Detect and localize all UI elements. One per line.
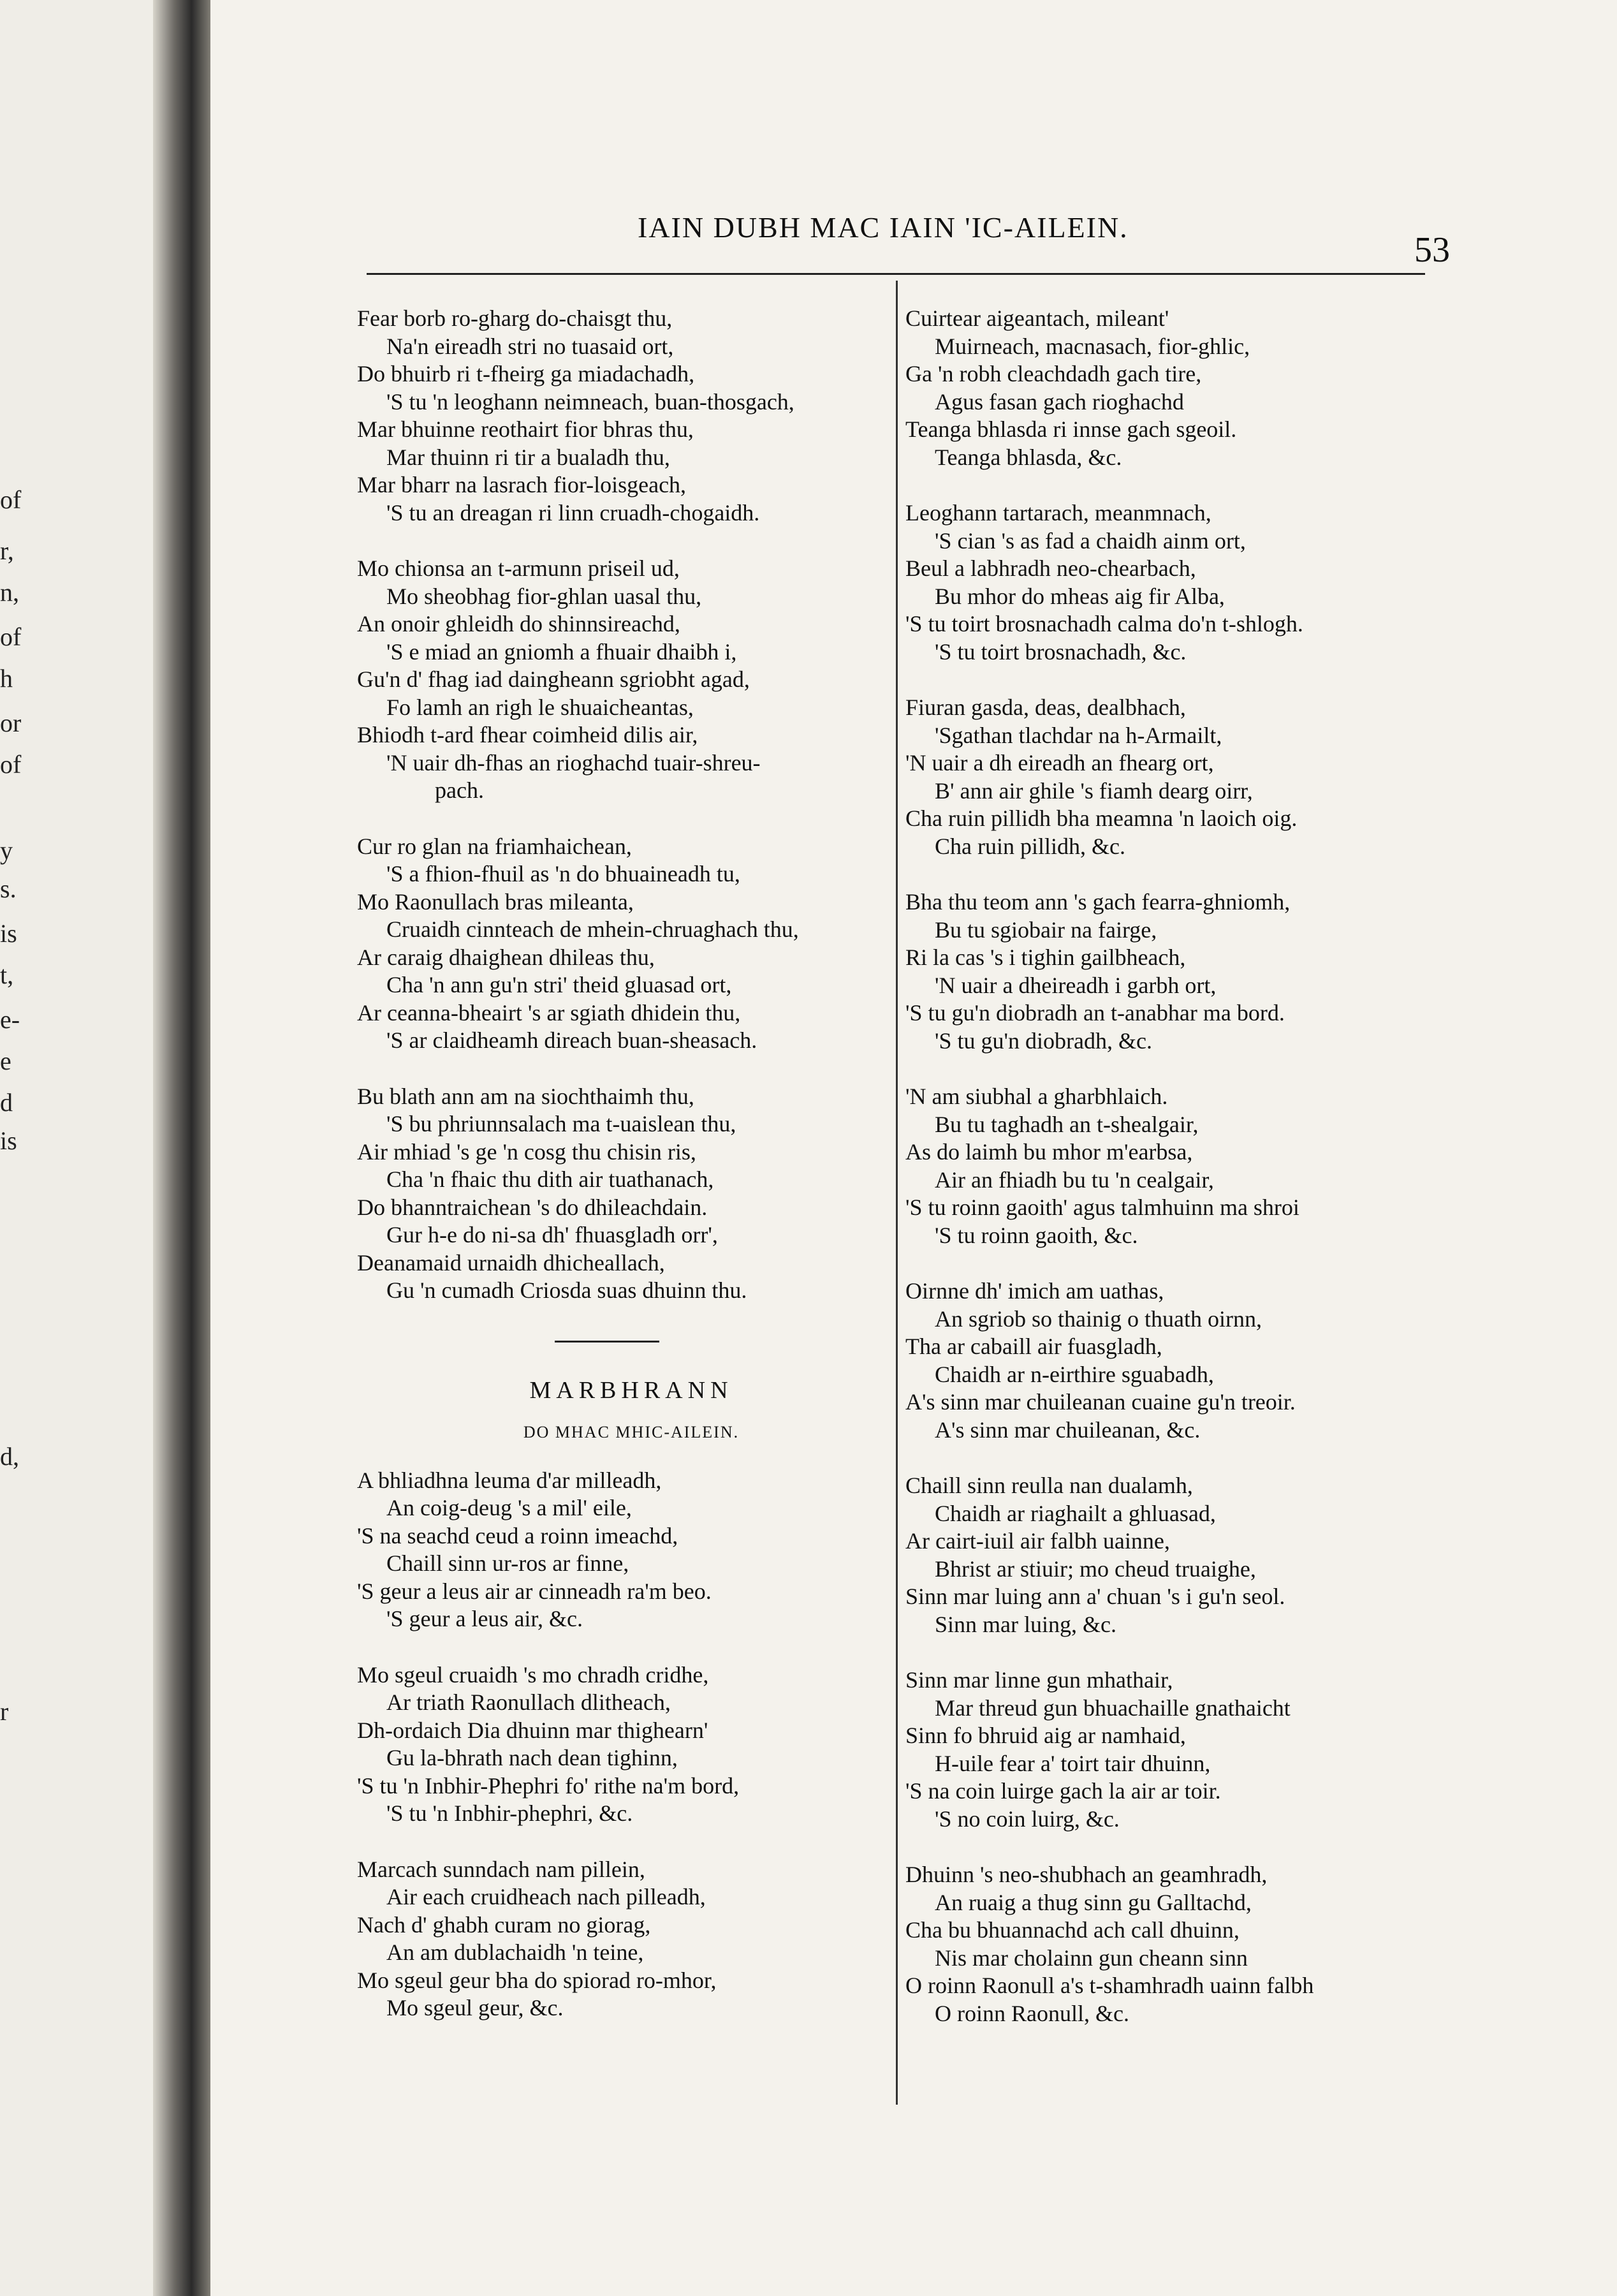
verse-line: 'S a fhion-fhuil as 'n do bhuaineadh tu, <box>386 861 740 887</box>
stanza <box>905 1667 1454 1833</box>
verse-line: 'S na seachd ceud a roinn imeachd, <box>357 1522 678 1549</box>
verse-line: Mo sgeul cruaidh 's mo chradh cridhe, <box>357 1661 709 1688</box>
verse-line: Mo chionsa an t-armunn priseil ud, <box>357 556 680 581</box>
poem-title: MARBHRANN <box>529 1376 733 1404</box>
stanza <box>357 833 905 1055</box>
verse-line: Fiuran gasda, deas, dealbhach, <box>905 695 1186 720</box>
verse-line: Ri la cas 's i tighin gailbheach, <box>905 945 1186 970</box>
verse-line: 'Sgathan tlachdar na h-Armailt, <box>935 722 1222 748</box>
previous-page-fragment: is <box>0 919 17 948</box>
verse-line: An am dublachaidh 'n teine, <box>386 1939 644 1965</box>
verse-line: Sinn mar luing ann a' chuan 's i gu'n seol. <box>905 1584 1285 1609</box>
previous-page-fragment: s. <box>0 874 17 903</box>
verse-line: A's sinn mar chuileanan, &c. <box>935 1417 1201 1443</box>
verse-line: Tha ar cabaill air fuasgladh, <box>905 1334 1162 1359</box>
previous-page-fragment: d <box>0 1088 13 1117</box>
left-column <box>357 305 905 2050</box>
previous-page-fragment: of <box>0 622 22 651</box>
stanza <box>905 888 1454 1055</box>
verse-line: Nach d' ghabh curam no giorag, <box>357 1911 651 1938</box>
previous-page-fragment: r <box>0 1697 9 1726</box>
verse-line: 'S tu toirt brosnachadh, &c. <box>935 638 1187 665</box>
verse-line: H-uile fear a' toirt tair dhuinn, <box>935 1750 1211 1776</box>
verse-line: 'S tu toirt brosnachadh calma do'n t-shlogh. <box>905 611 1303 637</box>
verse-line: Leoghann tartarach, meanmnach, <box>905 500 1211 526</box>
verse-line: Ar triath Raonullach dlitheach, <box>386 1689 671 1715</box>
verse-line: 'N uair a dh eireadh an fhearg ort, <box>905 750 1214 776</box>
poem-two-stanzas <box>357 1467 905 2022</box>
verse-line: A bhliadhna leuma d'ar milleadh, <box>357 1467 662 1493</box>
previous-page-fragment: t, <box>0 960 14 989</box>
verse-line: Mar thuinn ri tir a bualadh thu, <box>386 444 670 470</box>
verse-line: Deanamaid urnaidh dhicheallach, <box>357 1249 665 1276</box>
verse-line: Bu blath ann am na siochthaimh thu, <box>357 1083 694 1109</box>
verse-line: Bu tu sgiobair na fairge, <box>935 916 1157 943</box>
verse-line: An ruaig a thug sinn gu Galltachd, <box>935 1889 1252 1915</box>
verse-line: Muirneach, macnasach, fior-ghlic, <box>935 333 1250 359</box>
verse-line: 'S tu 'n leoghann neimneach, buan-thosgach, <box>386 388 794 415</box>
verse-line: Bu tu taghadh an t-shealgair, <box>935 1111 1199 1137</box>
verse-line: Air an fhiadh bu tu 'n cealgair, <box>935 1166 1214 1193</box>
verse-line: Sinn mar luing, &c. <box>935 1611 1116 1637</box>
verse-line: A's sinn mar chuileanan cuaine gu'n treoir. <box>905 1389 1296 1415</box>
poem-one-stanzas <box>357 305 905 1305</box>
verse-line: 'S geur a leus air ar cinneadh ra'm beo. <box>357 1578 712 1604</box>
verse-line: Ar ceanna-bheairt 's ar sgiath dhidein thu, <box>357 999 741 1026</box>
verse-line: Beul a labhradh neo-chearbach, <box>905 556 1196 581</box>
poem-subtitle: DO MHAC MHIC-AILEIN. <box>523 1423 740 1441</box>
verse-line: Fo lamh an righ le shuaicheantas, <box>386 694 694 720</box>
verse-line: 'S geur a leus air, &c. <box>386 1606 583 1631</box>
verse-line: Ar cairt-iuil air falbh uainne, <box>905 1528 1170 1554</box>
verse-line: Mar bhuinne reothairt fior bhras thu, <box>357 416 694 442</box>
running-title: IAIN DUBH MAC IAIN 'IC-AILEIN. <box>638 211 1129 244</box>
verse-line: Bha thu teom ann 's gach fearra-ghniomh, <box>905 889 1291 915</box>
verse-line: Teanga bhlasda, &c. <box>935 444 1122 470</box>
verse-line: Na'n eireadh stri no tuasaid ort, <box>386 333 674 359</box>
verse-line: Sinn fo bhruid aig ar namhaid, <box>905 1723 1186 1748</box>
verse-line: pach. <box>435 777 484 803</box>
verse-line: Bhrist ar stiuir; mo cheud truaighe, <box>935 1556 1256 1582</box>
verse-line: 'S no coin luirg, &c. <box>935 1806 1120 1832</box>
page-number: 53 <box>1414 230 1450 270</box>
verse-line: Cuirtear aigeantach, mileant' <box>905 305 1169 331</box>
verse-line: 'N am siubhal a gharbhlaich. <box>905 1084 1168 1109</box>
verse-line: Dh-ordaich Dia dhuinn mar thighearn' <box>357 1717 708 1743</box>
verse-line: Teanga bhlasda ri innse gach sgeoil. <box>905 416 1237 442</box>
verse-line: O roinn Raonull, &c. <box>935 2000 1129 2026</box>
stanza <box>905 305 1454 471</box>
verse-line: Ga 'n robh cleachdadh gach tire, <box>905 361 1202 386</box>
verse-line: Mar bharr na lasrach fior-loisgeach, <box>357 472 687 497</box>
verse-line: Cruaidh cinnteach de mhein-chruaghach thu, <box>386 916 799 942</box>
verse-line: Mo sgeul geur, &c. <box>386 1995 564 2020</box>
previous-page-fragment: or <box>0 709 22 737</box>
stanza <box>357 1083 905 1305</box>
stanza <box>357 1661 905 1828</box>
previous-page-fragment: n, <box>0 578 19 607</box>
verse-line: Do bhuirb ri t-fheirg ga miadachadh, <box>357 361 695 386</box>
verse-line: Chaill sinn reulla nan dualamh, <box>905 1473 1193 1498</box>
verse-line: Dhuinn 's neo-shubhach an geamhradh, <box>905 1862 1268 1887</box>
verse-line: 'S tu 'n Inbhir-phephri, &c. <box>386 1800 633 1826</box>
previous-page-fragment: y <box>0 836 13 865</box>
verse-line: Mo Raonullach bras mileanta, <box>357 888 634 915</box>
verse-line: 'S cian 's as fad a chaidh ainm ort, <box>935 527 1246 554</box>
verse-line: Gu 'n cumadh Criosda suas dhuinn thu. <box>386 1277 747 1303</box>
stanza <box>905 1083 1454 1249</box>
verse-line: 'S tu roinn gaoith, &c. <box>935 1222 1138 1248</box>
header-rule <box>367 273 1425 275</box>
verse-line: Gu'n d' fhag iad daingheann sgriobht agad, <box>357 666 750 692</box>
verse-line: Agus fasan gach rioghachd <box>935 388 1184 415</box>
verse-line: Ar caraig dhaighean dhileas thu, <box>357 944 655 970</box>
verse-line: Air each cruidheach nach pilleadh, <box>386 1884 706 1910</box>
stanza <box>905 694 1454 860</box>
verse-line: 'S e miad an gniomh a fhuair dhaibh i, <box>386 638 737 665</box>
stanza <box>905 1861 1454 2027</box>
verse-line: 'S na coin luirge gach la air ar toir. <box>905 1778 1221 1804</box>
previous-page-fragment: of <box>0 750 22 779</box>
stanza <box>357 1856 905 2022</box>
right-column <box>905 305 1454 2056</box>
verse-line: 'N uair dh-fhas an rioghachd tuair-shreu- <box>386 749 761 776</box>
verse-line: 'S ar claidheamh direach buan-sheasach. <box>386 1027 757 1053</box>
verse-line: Mo sgeul geur bha do spiorad ro-mhor, <box>357 1967 717 1993</box>
verse-line: Nis mar cholainn gun cheann sinn <box>935 1945 1248 1971</box>
verse-line: Cur ro glan na friamhaichean, <box>357 833 632 859</box>
verse-line: Mo sheobhag fior-ghlan uasal thu, <box>386 583 702 609</box>
verse-line: Do bhanntraichean 's do dhileachdain. <box>357 1194 708 1220</box>
stanza <box>905 1472 1454 1638</box>
verse-line: Chaill sinn ur-ros ar finne, <box>386 1550 629 1576</box>
verse-line: 'N uair a dheireadh i garbh ort, <box>935 972 1217 998</box>
verse-line: As do laimh bu mhor m'earbsa, <box>905 1139 1193 1165</box>
stanza <box>357 555 905 805</box>
verse-line: An onoir ghleidh do shinnsireachd, <box>357 611 680 637</box>
verse-line: Fear borb ro-gharg do-chaisgt thu, <box>357 305 673 331</box>
stanza <box>357 1467 905 1633</box>
previous-page-fragment: is <box>0 1126 17 1155</box>
verse-line: Bu mhor do mheas aig fir Alba, <box>935 583 1225 609</box>
stanza <box>905 1277 1454 1444</box>
verse-line: 'S bu phriunnsalach ma t-uaislean thu, <box>386 1111 736 1137</box>
previous-page-fragment: e- <box>0 1005 20 1034</box>
verse-line: Cha ruin pillidh bha meamna 'n laoich oig. <box>905 806 1298 831</box>
previous-page-fragment: e <box>0 1047 11 1075</box>
verse-line: O roinn Raonull a's t-shamhradh uainn falbh <box>905 1973 1314 1998</box>
verse-line: 'S tu gu'n diobradh an t-anabhar ma bord. <box>905 1000 1285 1026</box>
verse-line: Gu la-bhrath nach dean tighinn, <box>386 1745 678 1770</box>
verse-line: 'S tu gu'n diobradh, &c. <box>935 1027 1152 1054</box>
verse-line: 'S tu roinn gaoith' agus talmhuinn ma shroi <box>905 1195 1299 1220</box>
verse-line: Cha bu bhuannachd ach call dhuinn, <box>905 1917 1240 1943</box>
verse-line: Chaidh ar riaghailt a ghluasad, <box>935 1500 1216 1526</box>
verse-line: B' ann air ghile 's fiamh dearg oirr, <box>935 777 1253 804</box>
verse-line: Cha 'n fhaic thu dith air tuathanach, <box>386 1166 714 1192</box>
previous-page-fragment: r, <box>0 536 14 565</box>
verse-line: Oirnne dh' imich am uathas, <box>905 1278 1164 1304</box>
verse-line: Gur h-e do ni-sa dh' fhuasgladh orr', <box>386 1222 718 1247</box>
poem-two-continued-stanzas <box>905 305 1454 2027</box>
verse-line: Cha 'n ann gu'n stri' theid gluasad ort, <box>386 972 732 997</box>
previous-page-fragment: d, <box>0 1442 19 1471</box>
stanza <box>357 305 905 527</box>
verse-line: Bhiodh t-ard fhear coimheid dilis air, <box>357 722 698 747</box>
verse-line: Sinn mar linne gun mhathair, <box>905 1667 1173 1693</box>
previous-page-fragment: of <box>0 485 22 514</box>
verse-line: Mar threud gun bhuachaille gnathaicht <box>935 1695 1291 1721</box>
poem-separator <box>555 1341 659 1343</box>
verse-line: Cha ruin pillidh, &c. <box>935 833 1125 859</box>
verse-line: 'S tu an dreagan ri linn cruadh-chogaidh. <box>386 499 760 526</box>
verse-line: Air mhiad 's ge 'n cosg thu chisin ris, <box>357 1138 696 1165</box>
previous-page-fragment: h <box>0 664 13 693</box>
verse-line: Chaidh ar n-eirthire sguabadh, <box>935 1361 1214 1387</box>
verse-line: An sgriob so thainig o thuath oirnn, <box>935 1306 1262 1332</box>
verse-line: An coig-deug 's a mil' eile, <box>386 1495 632 1520</box>
verse-line: 'S tu 'n Inbhir-Phephri fo' rithe na'm bord, <box>357 1772 740 1799</box>
verse-line: Marcach sunndach nam pillein, <box>357 1856 645 1882</box>
stanza <box>905 499 1454 666</box>
